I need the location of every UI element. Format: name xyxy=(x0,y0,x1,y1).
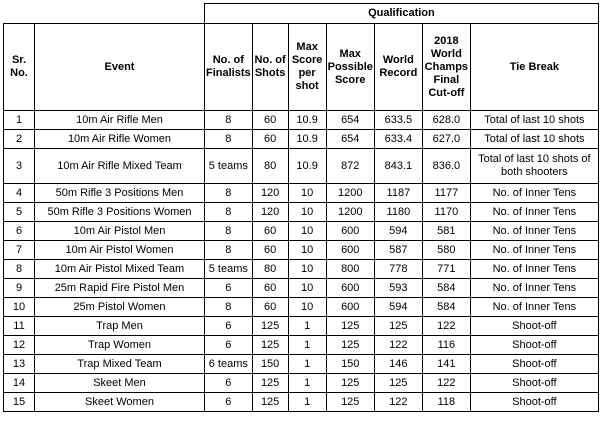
col-header-tie-break: Tie Break xyxy=(470,24,598,111)
cell-max-score-per-shot: 1 xyxy=(288,393,326,412)
col-header-shots: No. of Shots xyxy=(252,24,288,111)
cell-world-record: 1180 xyxy=(374,203,422,222)
cell-world-record: 593 xyxy=(374,279,422,298)
cell-max-possible-score: 125 xyxy=(326,336,374,355)
cell-max-score-per-shot: 10 xyxy=(288,260,326,279)
cell-max-score-per-shot: 10 xyxy=(288,184,326,203)
cell-event: 10m Air Pistol Men xyxy=(35,222,205,241)
cell-sr-no: 13 xyxy=(4,355,35,374)
cell-event: 50m Rifle 3 Positions Men xyxy=(35,184,205,203)
cell-shots: 125 xyxy=(252,393,288,412)
cell-champs-cutoff: 1177 xyxy=(422,184,470,203)
cell-max-score-per-shot: 1 xyxy=(288,374,326,393)
cell-event: Trap Men xyxy=(35,317,205,336)
table-row xyxy=(4,355,599,374)
table-row xyxy=(4,317,599,336)
cell-event: 10m Air Rifle Mixed Team xyxy=(35,149,205,184)
cell-finalists: 6 xyxy=(205,279,253,298)
cell-event: 10m Air Pistol Women xyxy=(35,241,205,260)
cell-max-possible-score: 654 xyxy=(326,130,374,149)
table-row xyxy=(4,222,599,241)
cell-world-record: 122 xyxy=(374,336,422,355)
cell-max-possible-score: 125 xyxy=(326,374,374,393)
cell-finalists: 8 xyxy=(205,298,253,317)
cell-finalists: 8 xyxy=(205,184,253,203)
cell-world-record: 146 xyxy=(374,355,422,374)
cell-shots: 60 xyxy=(252,111,288,130)
col-header-finalists: No. of Finalists xyxy=(205,24,253,111)
cell-sr-no: 1 xyxy=(4,111,35,130)
cell-champs-cutoff: 584 xyxy=(422,279,470,298)
cell-shots: 60 xyxy=(252,279,288,298)
cell-sr-no: 10 xyxy=(4,298,35,317)
cell-sr-no: 9 xyxy=(4,279,35,298)
cell-sr-no: 6 xyxy=(4,222,35,241)
col-header-champs-cutoff: 2018 World Champs Final Cut-off xyxy=(422,24,470,111)
cell-tie-break: Shoot-off xyxy=(470,355,598,374)
cell-world-record: 633.4 xyxy=(374,130,422,149)
group-header-qualification: Qualification xyxy=(205,4,599,24)
cell-max-score-per-shot: 10 xyxy=(288,241,326,260)
cell-finalists: 5 teams xyxy=(205,260,253,279)
table-row xyxy=(4,336,599,355)
cell-finalists: 8 xyxy=(205,222,253,241)
cell-champs-cutoff: 627.0 xyxy=(422,130,470,149)
cell-max-possible-score: 600 xyxy=(326,222,374,241)
cell-champs-cutoff: 122 xyxy=(422,374,470,393)
cell-tie-break: No. of Inner Tens xyxy=(470,222,598,241)
cell-max-possible-score: 1200 xyxy=(326,184,374,203)
col-header-world-record: World Record xyxy=(374,24,422,111)
qualification-table xyxy=(3,3,599,412)
cell-max-possible-score: 150 xyxy=(326,355,374,374)
table-row xyxy=(4,279,599,298)
header-blank xyxy=(4,4,205,24)
cell-champs-cutoff: 584 xyxy=(422,298,470,317)
cell-tie-break: No. of Inner Tens xyxy=(470,241,598,260)
cell-world-record: 125 xyxy=(374,374,422,393)
cell-event: Skeet Men xyxy=(35,374,205,393)
cell-tie-break: No. of Inner Tens xyxy=(470,203,598,222)
cell-champs-cutoff: 836.0 xyxy=(422,149,470,184)
col-header-sr-no: Sr. No. xyxy=(4,24,35,111)
cell-world-record: 594 xyxy=(374,298,422,317)
cell-sr-no: 7 xyxy=(4,241,35,260)
cell-max-score-per-shot: 10 xyxy=(288,203,326,222)
cell-event: 10m Air Rifle Men xyxy=(35,111,205,130)
cell-event: Skeet Women xyxy=(35,393,205,412)
cell-max-possible-score: 1200 xyxy=(326,203,374,222)
cell-champs-cutoff: 1170 xyxy=(422,203,470,222)
cell-shots: 125 xyxy=(252,317,288,336)
cell-event: 25m Rapid Fire Pistol Men xyxy=(35,279,205,298)
cell-max-score-per-shot: 10.9 xyxy=(288,111,326,130)
cell-finalists: 6 xyxy=(205,317,253,336)
cell-sr-no: 2 xyxy=(4,130,35,149)
cell-max-score-per-shot: 10 xyxy=(288,298,326,317)
table-row xyxy=(4,203,599,222)
cell-event: 50m Rifle 3 Positions Women xyxy=(35,203,205,222)
cell-finalists: 8 xyxy=(205,203,253,222)
cell-world-record: 778 xyxy=(374,260,422,279)
col-header-max-score-per-shot: Max Score per shot xyxy=(288,24,326,111)
cell-finalists: 6 xyxy=(205,336,253,355)
cell-tie-break: Shoot-off xyxy=(470,336,598,355)
cell-event: Trap Mixed Team xyxy=(35,355,205,374)
cell-finalists: 8 xyxy=(205,130,253,149)
cell-sr-no: 5 xyxy=(4,203,35,222)
cell-sr-no: 12 xyxy=(4,336,35,355)
cell-max-score-per-shot: 1 xyxy=(288,336,326,355)
cell-shots: 80 xyxy=(252,149,288,184)
table-body xyxy=(4,111,599,412)
cell-sr-no: 15 xyxy=(4,393,35,412)
cell-max-possible-score: 600 xyxy=(326,298,374,317)
cell-world-record: 125 xyxy=(374,317,422,336)
cell-max-score-per-shot: 1 xyxy=(288,355,326,374)
cell-champs-cutoff: 628.0 xyxy=(422,111,470,130)
cell-sr-no: 8 xyxy=(4,260,35,279)
cell-world-record: 122 xyxy=(374,393,422,412)
table-row xyxy=(4,149,599,184)
cell-tie-break: No. of Inner Tens xyxy=(470,184,598,203)
table-row xyxy=(4,241,599,260)
cell-shots: 60 xyxy=(252,241,288,260)
cell-max-possible-score: 872 xyxy=(326,149,374,184)
table-row xyxy=(4,184,599,203)
cell-max-score-per-shot: 1 xyxy=(288,317,326,336)
cell-max-possible-score: 125 xyxy=(326,393,374,412)
cell-shots: 60 xyxy=(252,298,288,317)
cell-world-record: 843.1 xyxy=(374,149,422,184)
table-row xyxy=(4,130,599,149)
cell-world-record: 1187 xyxy=(374,184,422,203)
cell-event: Trap Women xyxy=(35,336,205,355)
col-header-max-possible-score: Max Possible Score xyxy=(326,24,374,111)
cell-champs-cutoff: 771 xyxy=(422,260,470,279)
cell-champs-cutoff: 116 xyxy=(422,336,470,355)
cell-finalists: 8 xyxy=(205,241,253,260)
cell-tie-break: No. of Inner Tens xyxy=(470,298,598,317)
cell-max-score-per-shot: 10 xyxy=(288,279,326,298)
cell-finalists: 6 xyxy=(205,374,253,393)
cell-max-possible-score: 125 xyxy=(326,317,374,336)
cell-shots: 120 xyxy=(252,203,288,222)
cell-world-record: 587 xyxy=(374,241,422,260)
cell-world-record: 594 xyxy=(374,222,422,241)
col-header-event: Event xyxy=(35,24,205,111)
cell-sr-no: 11 xyxy=(4,317,35,336)
cell-shots: 125 xyxy=(252,374,288,393)
cell-finalists: 6 teams xyxy=(205,355,253,374)
cell-max-score-per-shot: 10 xyxy=(288,222,326,241)
cell-tie-break: Shoot-off xyxy=(470,393,598,412)
cell-world-record: 633.5 xyxy=(374,111,422,130)
cell-champs-cutoff: 141 xyxy=(422,355,470,374)
cell-shots: 150 xyxy=(252,355,288,374)
cell-event: 25m Pistol Women xyxy=(35,298,205,317)
table-row xyxy=(4,298,599,317)
cell-tie-break: Total of last 10 shots of both shooters xyxy=(470,149,598,184)
cell-max-score-per-shot: 10.9 xyxy=(288,149,326,184)
cell-tie-break: Total of last 10 shots xyxy=(470,130,598,149)
cell-max-possible-score: 600 xyxy=(326,241,374,260)
cell-sr-no: 4 xyxy=(4,184,35,203)
table-row xyxy=(4,111,599,130)
cell-finalists: 5 teams xyxy=(205,149,253,184)
cell-tie-break: No. of Inner Tens xyxy=(470,279,598,298)
cell-sr-no: 3 xyxy=(4,149,35,184)
cell-shots: 80 xyxy=(252,260,288,279)
cell-max-score-per-shot: 10.9 xyxy=(288,130,326,149)
cell-tie-break: No. of Inner Tens xyxy=(470,260,598,279)
cell-event: 10m Air Rifle Women xyxy=(35,130,205,149)
cell-finalists: 8 xyxy=(205,111,253,130)
cell-event: 10m Air Pistol Mixed Team xyxy=(35,260,205,279)
cell-tie-break: Shoot-off xyxy=(470,374,598,393)
cell-champs-cutoff: 581 xyxy=(422,222,470,241)
table-row xyxy=(4,393,599,412)
cell-tie-break: Total of last 10 shots xyxy=(470,111,598,130)
cell-finalists: 6 xyxy=(205,393,253,412)
cell-max-possible-score: 600 xyxy=(326,279,374,298)
cell-max-possible-score: 654 xyxy=(326,111,374,130)
cell-shots: 125 xyxy=(252,336,288,355)
cell-champs-cutoff: 118 xyxy=(422,393,470,412)
table-row xyxy=(4,260,599,279)
cell-shots: 120 xyxy=(252,184,288,203)
cell-sr-no: 14 xyxy=(4,374,35,393)
cell-shots: 60 xyxy=(252,130,288,149)
cell-champs-cutoff: 122 xyxy=(422,317,470,336)
table-row xyxy=(4,374,599,393)
cell-champs-cutoff: 580 xyxy=(422,241,470,260)
cell-max-possible-score: 800 xyxy=(326,260,374,279)
cell-shots: 60 xyxy=(252,222,288,241)
cell-tie-break: Shoot-off xyxy=(470,317,598,336)
